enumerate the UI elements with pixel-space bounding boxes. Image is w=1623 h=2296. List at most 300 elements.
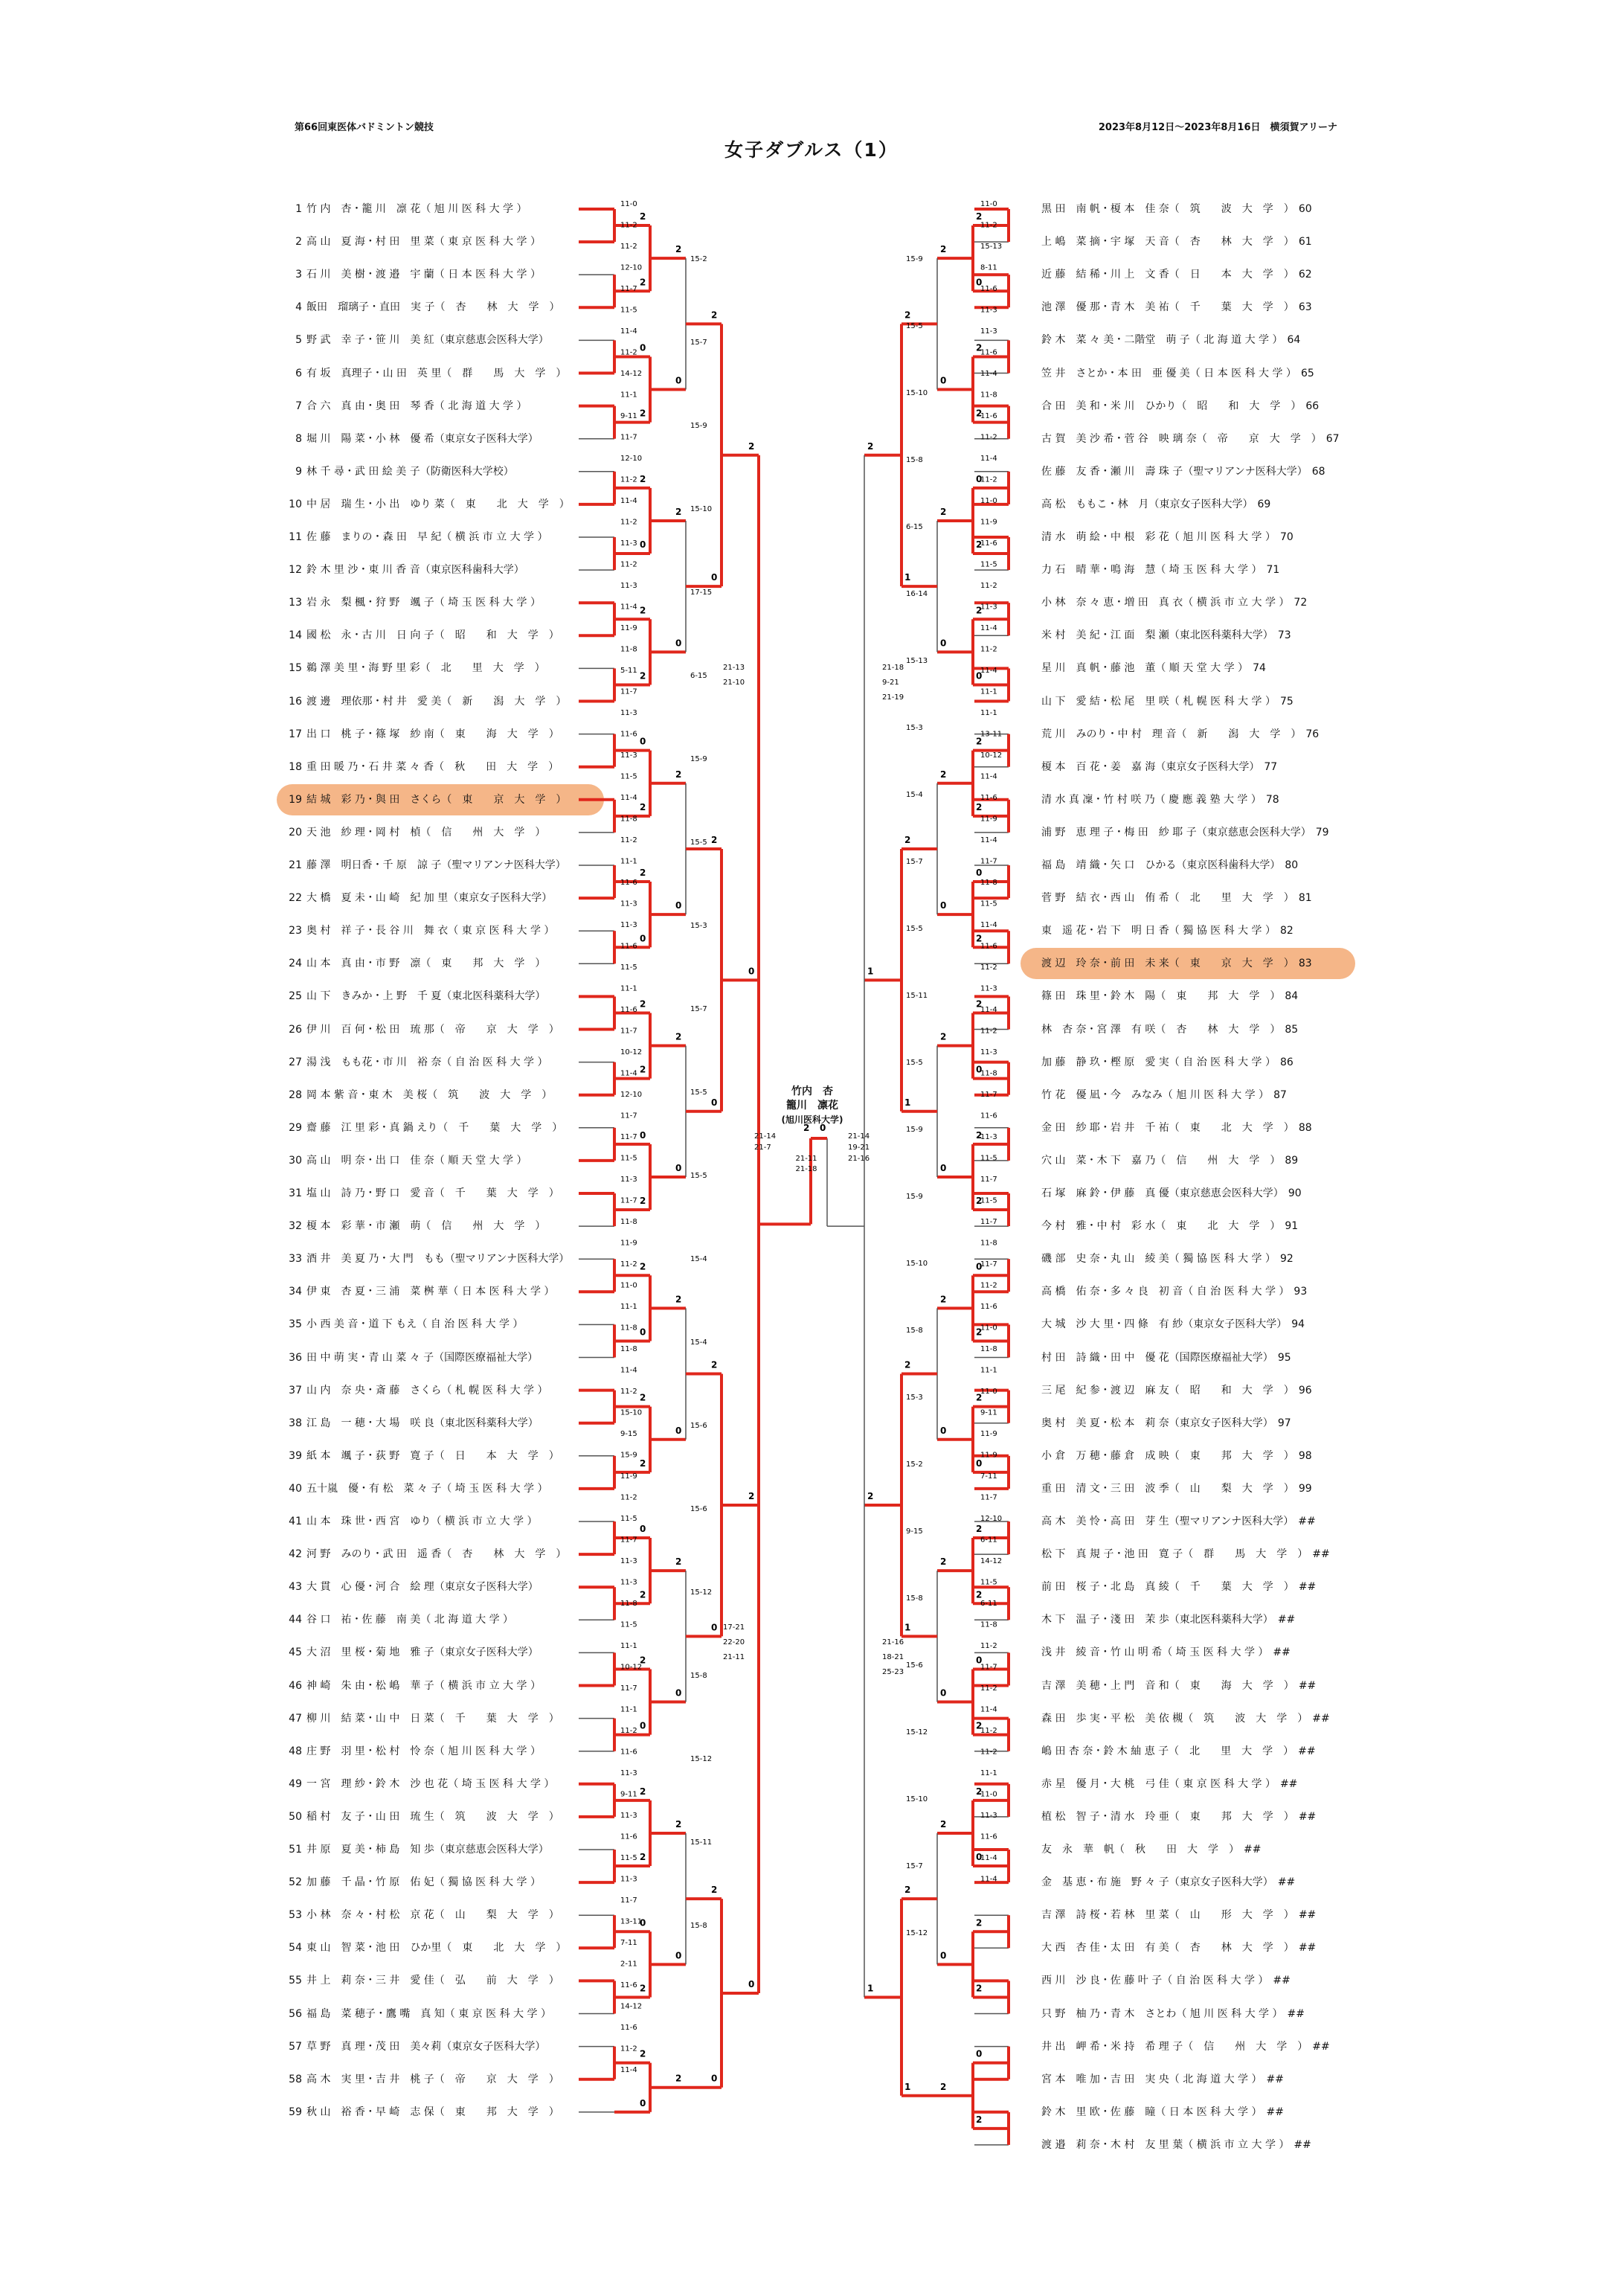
entry-number: 9 (295, 465, 302, 478)
game-count: 2 (675, 1556, 682, 1568)
entry-row (281, 526, 548, 548)
score-label: 21-7 (754, 1144, 771, 1152)
entry-players: 菅 野 結 衣・西 山 侑 希（ 北 里 大 学 ） (1041, 892, 1294, 905)
entry-players: 小 林 奈 々 恵・増 田 真 衣（ 横 浜 市 立 大 学 ） (1041, 597, 1290, 609)
game-count: 2 (675, 1818, 682, 1830)
game-count: 2 (976, 539, 983, 551)
score-label: 21-19 (882, 693, 904, 702)
entry-players: 奥 村 美 夏・松 本 莉 奈（東京女子医科大学） (1041, 1417, 1273, 1429)
entry-number: 54 (289, 1942, 302, 1955)
entry-players: 伊 東 杏 夏・三 浦 菜 桝 華（ 日 本 医 科 大 学 ） (306, 1286, 555, 1298)
game-count: 2 (976, 801, 983, 812)
score-label: 11-2 (980, 1642, 997, 1650)
entry-number: 51 (289, 1844, 302, 1856)
entry-players: 清 水 真 凜・竹 村 咲 乃（ 慶 應 義 塾 大 学 ） (1041, 793, 1262, 806)
score-label: 11-7 (620, 1112, 637, 1120)
game-count: 2 (976, 998, 983, 1010)
score-label: 11-9 (980, 518, 997, 527)
entry-number: 58 (289, 2073, 302, 2085)
score-label: 11-1 (620, 1303, 637, 1311)
entry-row (281, 657, 545, 679)
game-count: 0 (675, 1425, 682, 1436)
score-label: 11-3 (980, 1812, 997, 1820)
entry-row (1041, 1445, 1320, 1467)
entry-number: 36 (289, 1351, 302, 1364)
entry-row (1041, 1412, 1299, 1434)
score-label: 21-16 (882, 1638, 904, 1646)
game-count: 0 (748, 1978, 755, 1989)
entry-players: 金 田 紗 耶・岩 井 千 祐（ 東 北 大 学 ） (1041, 1121, 1294, 1134)
entry-number: ## (1298, 1909, 1317, 1922)
entry-players: 小 西 美 音・道 下 もえ（ 自 治 医 科 大 学 ） (306, 1318, 524, 1331)
entry-number: 42 (289, 1548, 302, 1561)
entry-row (1041, 1904, 1320, 1926)
score-label: 11-8 (620, 815, 637, 824)
game-count: 2 (976, 1129, 983, 1141)
entry-players: 草 野 真 理・茂 田 美々莉（東京女子医科大学） (306, 2040, 546, 2053)
entry-number: 47 (289, 1712, 302, 1725)
entry-number: 21 (289, 859, 302, 871)
entry-number: ## (1298, 1679, 1317, 1692)
score-label: 11-5 (980, 1154, 997, 1163)
game-count: 0 (976, 277, 983, 288)
entry-number: 8 (295, 432, 302, 445)
score-label: 25-23 (882, 1668, 904, 1676)
game-count: 1 (904, 2081, 911, 2092)
score-label: 11-9 (980, 815, 997, 824)
entry-number: 38 (289, 1417, 302, 1429)
entry-row (1041, 1969, 1293, 1992)
entry-number: ## (1298, 1581, 1317, 1594)
entry-row (1041, 985, 1305, 1007)
entry-players: 池 澤 優 那・青 木 美 祐（ 千 葉 大 学 ） (1041, 301, 1294, 314)
game-count: 2 (640, 801, 646, 812)
score-label: 15-13 (906, 657, 928, 665)
game-count: 0 (976, 2048, 983, 2059)
entry-number: 55 (289, 1975, 302, 1987)
entry-number: 91 (1285, 1220, 1299, 1233)
game-count: 2 (976, 1720, 983, 1731)
entry-players: 井 上 莉 奈・三 井 愛 佳（ 弘 前 大 学 ） (306, 1975, 559, 1987)
entry-row (1041, 198, 1320, 220)
entry-number: 82 (1279, 925, 1293, 937)
entry-row (1041, 887, 1320, 909)
entry-players: 伊 川 百 何・松 田 琉 那（ 帝 京 大 学 ） (306, 1023, 559, 1036)
entry-players: 酒 井 美 夏 乃・大 門 もも（聖マリアンナ医科大学） (306, 1253, 570, 1266)
entry-number: 32 (289, 1220, 302, 1233)
entry-players: 合 六 真 由・奥 田 琴 香（ 北 海 道 大 学 ） (306, 400, 527, 412)
game-count: 0 (711, 1097, 718, 1108)
score-label: 11-6 (980, 794, 997, 802)
game-count: 2 (640, 1196, 646, 1207)
entry-row (281, 1248, 569, 1270)
entry-row (281, 2003, 551, 2025)
score-label: 9-11 (980, 1408, 997, 1417)
score-label: 6-15 (906, 523, 923, 531)
game-count: 2 (940, 244, 947, 255)
entry-number: 29 (289, 1121, 302, 1134)
score-label: 11-6 (980, 285, 997, 293)
entry-players: 竹 花 優 凪・今 みなみ（ 旭 川 医 科 大 学 ） (1041, 1088, 1270, 1101)
game-count: 2 (640, 998, 646, 1010)
score-label: 11-5 (620, 1515, 637, 1523)
entry-players: 大 沼 里 桜・菊 地 雅 子（東京女子医科大学） (306, 1646, 539, 1659)
score-label: 11-3 (620, 1875, 637, 1884)
entry-players: 吉 澤 詩 桜・若 林 里 菜（ 山 形 大 学 ） (1041, 1909, 1294, 1922)
entry-players: 渡 邉 莉 奈・木 村 友 里 葉（ 横 浜 市 立 大 学 ） (1041, 2138, 1290, 2151)
game-count: 2 (748, 1490, 755, 1501)
score-label: 11-4 (980, 1875, 997, 1884)
score-label: 15-5 (690, 1088, 707, 1097)
game-count: 0 (748, 966, 755, 977)
entry-players: 福 島 靖 織・矢 口 ひかる（東京医科歯科大学） (1041, 859, 1281, 871)
score-label: 11-9 (620, 624, 637, 632)
entry-players: 村 田 詩 織・田 中 優 花（国際医療福祉大学） (1041, 1351, 1273, 1364)
entry-number: 74 (1253, 662, 1266, 675)
score-label: 11-5 (620, 963, 637, 972)
score-label: 13-11 (980, 730, 1003, 739)
entry-players: 上 嶋 菜 摘・宇 塚 天 音（ 杏 林 大 学 ） (1041, 236, 1294, 248)
entry-number: 39 (289, 1449, 302, 1462)
entry-number: 10 (289, 498, 302, 510)
score-label: 11-3 (980, 984, 997, 993)
score-label: 11-6 (980, 1303, 997, 1311)
entry-row (281, 1675, 541, 1697)
score-label: 11-5 (980, 1578, 997, 1587)
entry-players: 高 木 美 怜・高 田 芽 生（聖マリアンナ医科大学） (1041, 1516, 1294, 1527)
score-label: 11-2 (620, 1388, 637, 1396)
entry-players: 國 松 永・古 川 日 向 子（ 昭 和 大 学 ） (306, 629, 559, 642)
game-count: 2 (940, 1031, 947, 1042)
score-label: 15-8 (906, 1327, 923, 1335)
score-label: 11-3 (980, 306, 997, 315)
score-label: 15-10 (906, 389, 928, 397)
entry-number: 66 (1305, 400, 1320, 412)
entry-players: 鵜 澤 美 里・海 野 里 彩（ 北 里 大 学 ） (306, 662, 545, 675)
entry-number: 90 (1288, 1187, 1302, 1199)
entry-number: 30 (289, 1154, 302, 1167)
entry-players: 重 田 暖 乃・石 井 菜 々 香（ 秋 田 大 学 ） (306, 760, 559, 773)
entry-number: 73 (1277, 629, 1291, 642)
entry-row (1041, 1838, 1264, 1861)
entry-players: 宮 本 唯 加・吉 田 実 央（ 北 海 道 大 学 ） (1041, 2073, 1262, 2085)
entry-players: 野 武 幸 子・笹 川 美 紅（東京慈恵会医科大学） (306, 334, 549, 347)
score-label: 11-7 (620, 433, 637, 442)
entry-row (281, 1806, 559, 1828)
entry-row (1041, 2003, 1308, 2025)
entry-number: 22 (289, 892, 302, 905)
score-label: 21-11 (795, 1155, 817, 1163)
entry-players: 林 杏 奈・宮 澤 有 咲（ 杏 林 大 学 ） (1041, 1023, 1281, 1036)
entry-number: 25 (289, 990, 302, 1003)
game-count: 2 (711, 1885, 718, 1896)
game-count: 2 (640, 473, 646, 484)
entry-row (1041, 2036, 1333, 2058)
entry-players: 鈴 木 里 欧・佐 藤 瞳（ 日 本 医 科 大 学 ） (1041, 2106, 1262, 2118)
score-label: 11-0 (980, 1790, 997, 1799)
entry-number: 48 (289, 1745, 302, 1757)
entry-row (1041, 1215, 1305, 1237)
entry-row (1041, 1937, 1320, 1959)
entry-players: 渡 邊 理依那・村 井 愛 美（ 新 潟 大 学 ） (306, 695, 567, 708)
game-count: 0 (640, 342, 646, 353)
score-label: 15-3 (906, 1394, 923, 1402)
entry-row (281, 296, 559, 318)
entry-number: ## (1298, 1810, 1317, 1823)
entry-number: 16 (289, 695, 302, 708)
entry-players: 松 下 真 規 子・池 田 寛 子（ 群 馬 大 学 ） (1041, 1548, 1308, 1561)
game-count: 2 (640, 211, 646, 222)
score-label: 15-5 (906, 322, 923, 330)
entry-players: 大 貫 心 優・河 合 絵 理（東京女子医科大学） (306, 1581, 539, 1594)
score-label: 11-2 (980, 963, 997, 972)
entry-row (281, 1937, 566, 1959)
entry-row (281, 1215, 545, 1237)
score-label: 11-8 (980, 1620, 997, 1629)
entry-row (1041, 559, 1288, 581)
entry-row (281, 854, 566, 876)
game-count: 2 (904, 834, 911, 845)
entry-row (1041, 1675, 1320, 1697)
entry-number: 34 (289, 1286, 302, 1298)
entry-row (1041, 1248, 1301, 1270)
entry-row (1041, 2134, 1314, 2156)
champion-university: (旭川医科大学) (781, 1115, 843, 1125)
score-label: 11-2 (980, 433, 997, 442)
game-count: 2 (976, 408, 983, 419)
game-count: 0 (640, 1327, 646, 1338)
score-label: 15-3 (690, 922, 707, 930)
entry-players: 塩 山 詩 乃・野 口 愛 音（ 千 葉 大 学 ） (306, 1187, 559, 1199)
entry-number: 53 (289, 1909, 302, 1922)
entry-players: 紙 本 颯 子・荻 野 寛 子（ 日 本 大 学 ） (306, 1449, 559, 1462)
score-label: 2-11 (620, 1960, 637, 1969)
game-count: 0 (640, 539, 646, 551)
entry-number: 81 (1298, 892, 1312, 905)
entry-row (1041, 2101, 1288, 2123)
score-label: 14-12 (620, 370, 643, 378)
game-count: 2 (640, 2048, 646, 2059)
score-label: 15-8 (906, 1594, 923, 1603)
entry-players: 古 賀 美 沙 希・菅 谷 映 璃 奈（ 帝 京 大 学 ） (1041, 432, 1322, 445)
score-label: 12-10 (620, 263, 643, 272)
entry-row (1041, 1347, 1299, 1369)
entry-number: 79 (1315, 826, 1329, 838)
score-label: 12-10 (620, 1091, 643, 1099)
entry-row (281, 559, 524, 581)
entry-players: 磯 部 史 奈・丸 山 綾 美（ 獨 協 医 科 大 学 ） (1041, 1253, 1276, 1266)
entry-row (281, 1773, 554, 1795)
score-label: 15-12 (906, 1929, 928, 1937)
entry-number: 20 (289, 826, 302, 838)
entry-players: 山 内 奈 央・斎 藤 さくら（ 札 幌 医 科 大 学 ） (306, 1384, 548, 1396)
game-count: 0 (940, 638, 947, 649)
score-label: 11-3 (980, 1133, 997, 1141)
entry-number: 96 (1298, 1384, 1312, 1396)
entry-players: 谷 口 祐・佐 藤 南 美（ 北 海 道 大 学 ） (306, 1614, 514, 1626)
score-label: 15-5 (690, 838, 707, 847)
score-label: 11-0 (980, 200, 997, 208)
entry-row (281, 723, 559, 745)
score-label: 11-6 (980, 348, 997, 357)
score-label: 15-10 (620, 1408, 643, 1417)
entry-players: 星 川 真 帆・藤 池 董（ 順 天 堂 大 学 ） (1041, 662, 1249, 675)
entry-players: 前 田 桜 子・北 島 真 綾（ 千 葉 大 学 ） (1041, 1581, 1294, 1594)
score-label: 15-12 (690, 1588, 713, 1597)
entry-players: 庄 野 羽 里・松 村 怜 奈（ 旭 川 医 科 大 学 ） (306, 1745, 541, 1757)
score-label: 11-7 (980, 1218, 997, 1226)
score-label: 15-9 (690, 422, 707, 430)
score-label: 11-5 (980, 900, 997, 908)
game-count: 0 (940, 1950, 947, 1961)
game-count: 0 (940, 1162, 947, 1173)
game-count: 2 (711, 310, 718, 321)
entry-number: 84 (1285, 990, 1299, 1003)
score-label: 11-3 (980, 603, 997, 612)
score-label: 21-14 (848, 1132, 870, 1141)
entry-number: 56 (289, 2007, 302, 2020)
game-count: 0 (976, 1655, 983, 1666)
entry-players: 稲 村 友 子・山 田 琉 生（ 筑 波 大 学 ） (306, 1810, 559, 1823)
score-label: 11-7 (620, 687, 637, 696)
score-label: 17-15 (690, 589, 713, 597)
entry-row (281, 329, 549, 351)
game-count: 2 (675, 2073, 682, 2084)
entry-players: 神 崎 朱 由・松 嶋 華 子（ 横 浜 市 立 大 学 ） (306, 1679, 541, 1692)
game-count: 2 (675, 1031, 682, 1042)
entry-row (281, 428, 539, 450)
score-label: 15-8 (690, 1672, 707, 1680)
entry-row (281, 1084, 552, 1106)
game-count: 2 (976, 1786, 983, 1797)
score-label: 15-4 (906, 791, 923, 799)
game-count: 0 (640, 933, 646, 944)
entry-row (281, 756, 559, 778)
entry-row (281, 1969, 559, 1992)
game-count: 2 (640, 1458, 646, 1469)
entry-number: 86 (1279, 1056, 1293, 1068)
entry-row (281, 1576, 539, 1598)
game-count: 2 (803, 1123, 810, 1133)
entry-row (281, 690, 566, 713)
game-count: 0 (675, 900, 682, 911)
score-label: 8-11 (980, 263, 997, 272)
score-label: 11-6 (620, 2024, 637, 2032)
score-label: 11-7 (620, 1196, 637, 1205)
entry-row (281, 1740, 541, 1763)
entry-row (1041, 428, 1347, 450)
entry-row (1041, 854, 1305, 876)
entry-players: 浦 野 恵 理 子・梅 田 紗 耶 子（東京慈恵会医科大学） (1041, 826, 1311, 838)
score-label: 11-2 (620, 836, 637, 844)
score-label: 15-13 (980, 243, 1003, 251)
entry-row (281, 362, 566, 385)
game-count: 2 (976, 2114, 983, 2125)
game-count: 0 (711, 572, 718, 583)
score-label: 11-7 (620, 1684, 637, 1693)
game-count: 1 (867, 1983, 874, 1994)
entry-row (281, 1313, 523, 1335)
entry-number: 31 (289, 1187, 302, 1199)
entry-players: 飯田 瑠璃子・直田 実 子（ 杏 林 大 学 ） (306, 301, 560, 314)
entry-players: 佐 藤 まりの・森 田 早 紀（ 横 浜 市 立 大 学 ） (306, 531, 548, 543)
entry-number: 92 (1279, 1253, 1293, 1266)
score-label: 11-2 (620, 2045, 637, 2053)
entry-row (281, 1478, 548, 1500)
score-label: 15-7 (690, 1005, 707, 1013)
score-label: 11-2 (980, 221, 997, 230)
entry-number: ## (1266, 2106, 1284, 2118)
game-count: 2 (940, 769, 947, 780)
entry-row (281, 887, 552, 909)
game-count: 2 (976, 736, 983, 747)
score-label: 11-0 (980, 1324, 997, 1333)
score-label: 11-3 (620, 1769, 637, 1777)
score-label: 11-4 (980, 455, 997, 463)
game-count: 0 (640, 1129, 646, 1141)
score-label: 15-4 (690, 1255, 707, 1263)
score-label: 11-1 (980, 709, 997, 717)
entry-players: 石 塚 麻 鈴・伊 藤 真 優（東京慈恵会医科大学） (1041, 1187, 1284, 1199)
entry-number: 95 (1277, 1351, 1291, 1364)
score-label: 15-9 (620, 1451, 637, 1460)
score-label: 11-0 (620, 1281, 637, 1290)
game-count: 2 (976, 211, 983, 222)
score-label: 15-7 (906, 858, 923, 866)
entry-row (281, 1445, 559, 1467)
entry-number: ## (1312, 1712, 1330, 1725)
score-label: 11-7 (620, 1133, 637, 1141)
entry-row (1041, 1313, 1312, 1335)
score-label: 15-3 (906, 724, 923, 732)
score-label: 11-1 (620, 391, 637, 400)
game-count: 2 (976, 1524, 983, 1535)
score-label: 15-9 (690, 755, 707, 763)
entry-players: 石 川 美 樹・渡 邉 宇 蘭（ 日 本 医 科 大 学 ） (306, 269, 541, 281)
entry-players: 井 出 岬 希・米 持 希 理 子（ 信 州 大 学 ） (1041, 2040, 1308, 2053)
entry-players: 齋 藤 江 里 彩・真 鍋 えり（ 千 葉 大 学 ） (306, 1121, 563, 1134)
score-label: 15-8 (906, 456, 923, 464)
score-label: 11-3 (620, 539, 637, 548)
entry-players: 高 橋 佑 奈・多 々 良 初 音（ 自 治 医 科 大 学 ） (1041, 1286, 1290, 1298)
score-label: 11-8 (620, 1324, 637, 1333)
game-count: 1 (904, 1622, 911, 1633)
score-label: 15-11 (690, 1838, 713, 1847)
score-label: 11-7 (980, 1663, 997, 1672)
entry-number: 68 (1311, 465, 1325, 478)
score-label: 11-2 (620, 518, 637, 527)
score-label: 12-10 (980, 1515, 1003, 1523)
entry-row (1041, 1543, 1333, 1565)
entry-players: 榎 本 彩 華・市 瀬 萌（ 信 州 大 学 ） (306, 1220, 546, 1233)
score-label: 11-1 (980, 687, 997, 696)
score-label: 15-12 (906, 1728, 928, 1737)
entry-row (281, 1379, 548, 1402)
score-label: 11-2 (620, 221, 637, 230)
score-label: 11-7 (620, 285, 637, 293)
entry-number: 64 (1287, 334, 1301, 347)
entry-number: 75 (1279, 695, 1293, 708)
score-label: 11-7 (980, 1176, 997, 1184)
entry-players: 吉 澤 美 穂・上 門 音 和（ 東 海 大 学 ） (1041, 1679, 1294, 1692)
entry-players: 小 林 奈 々・村 松 京 花（ 山 梨 大 学 ） (306, 1909, 559, 1922)
score-label: 17-21 (723, 1623, 745, 1632)
score-label: 10-12 (620, 1048, 643, 1056)
game-count: 2 (748, 440, 755, 452)
entry-row (1041, 1019, 1305, 1041)
game-count: 0 (976, 1852, 983, 1863)
entry-number: 11 (289, 531, 302, 543)
